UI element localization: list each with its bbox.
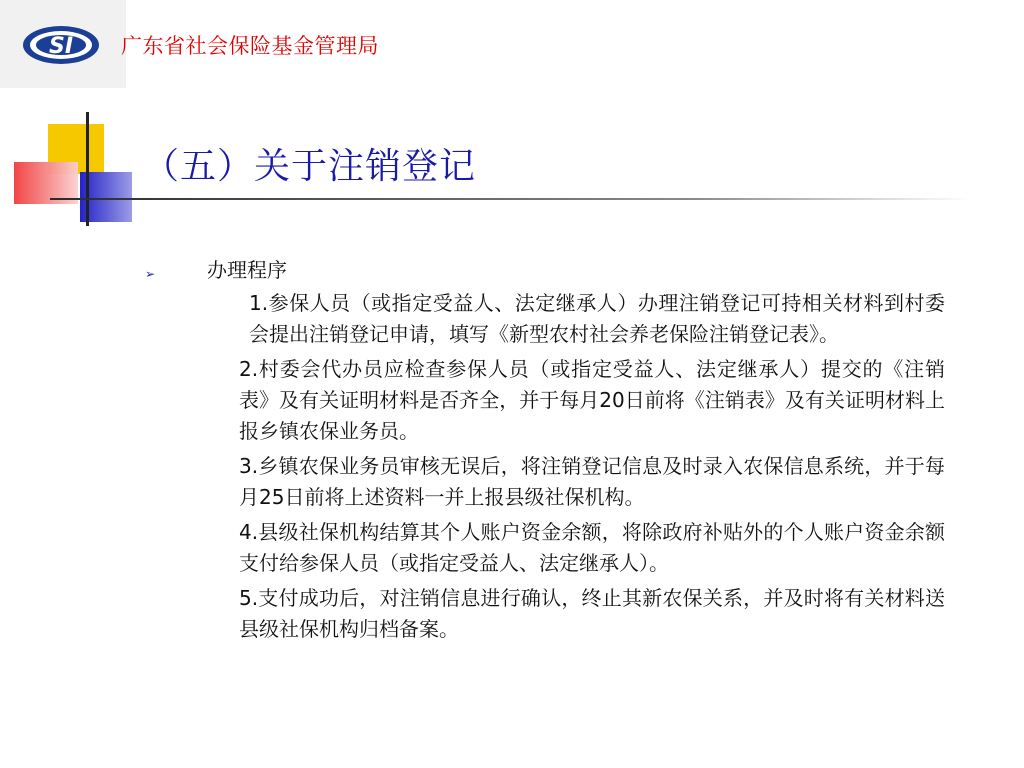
organization-name: 广东省社会保险基金管理局 [121,34,379,58]
slide-title: （五）关于注销登记 [143,146,477,187]
step-text: 参保人员（或指定受益人、法定继承人）办理注销登记可持相关材料到村委会提出注销登记申请，填写《新型农村社会养老保险注销登记表》。 [249,291,945,346]
step-number: 4. [239,520,259,544]
title-underline [50,198,970,200]
step-number: 3. [239,454,259,478]
procedure-step-4 [145,517,945,579]
step-text: 支付成功后，对注销信息进行确认，终止其新农保关系，并及时将有关材料送县级社保机构归档备案。 [239,586,945,641]
procedure-step-5 [145,583,945,645]
title-decoration [0,0,1024,240]
step-text: 乡镇农保业务员审核无误后，将注销登记信息及时录入农保信息系统，并于每月 [239,454,945,509]
slide-content [145,255,945,649]
step-number: 1. [249,291,269,315]
procedure-step-2 [145,354,945,447]
bullet-text: 办理程序 [207,258,287,282]
deco-red-block [14,162,78,204]
deco-vertical-line [86,112,89,226]
bullet-item [145,255,945,288]
step-day: 20 [599,388,625,412]
step-number: 5. [239,586,259,610]
procedure-step-1 [145,288,945,350]
step-text: 日前将《注销表》及有关证明材料上报乡镇农保业务员。 [239,388,946,443]
step-number: 2. [239,357,259,381]
step-day: 25 [259,485,285,509]
logo-text: SI [48,34,74,59]
step-text: 村委会代办员应检查参保人员（或指定受益人、法定继承人）提交的《注销表》及有关证明材料是否齐全，并于每月 [239,357,945,412]
step-text: 县级社保机构结算其个人账户资金余额，将除政府补贴外的个人账户资金余额支付给参保人员（或指定受益人、法定继承人）。 [239,520,945,575]
step-text: 日前将上述资料一并上报县级社保机构。 [284,485,645,509]
procedure-step-3 [145,451,945,513]
bullet-arrow-icon: ➢ [145,267,156,281]
